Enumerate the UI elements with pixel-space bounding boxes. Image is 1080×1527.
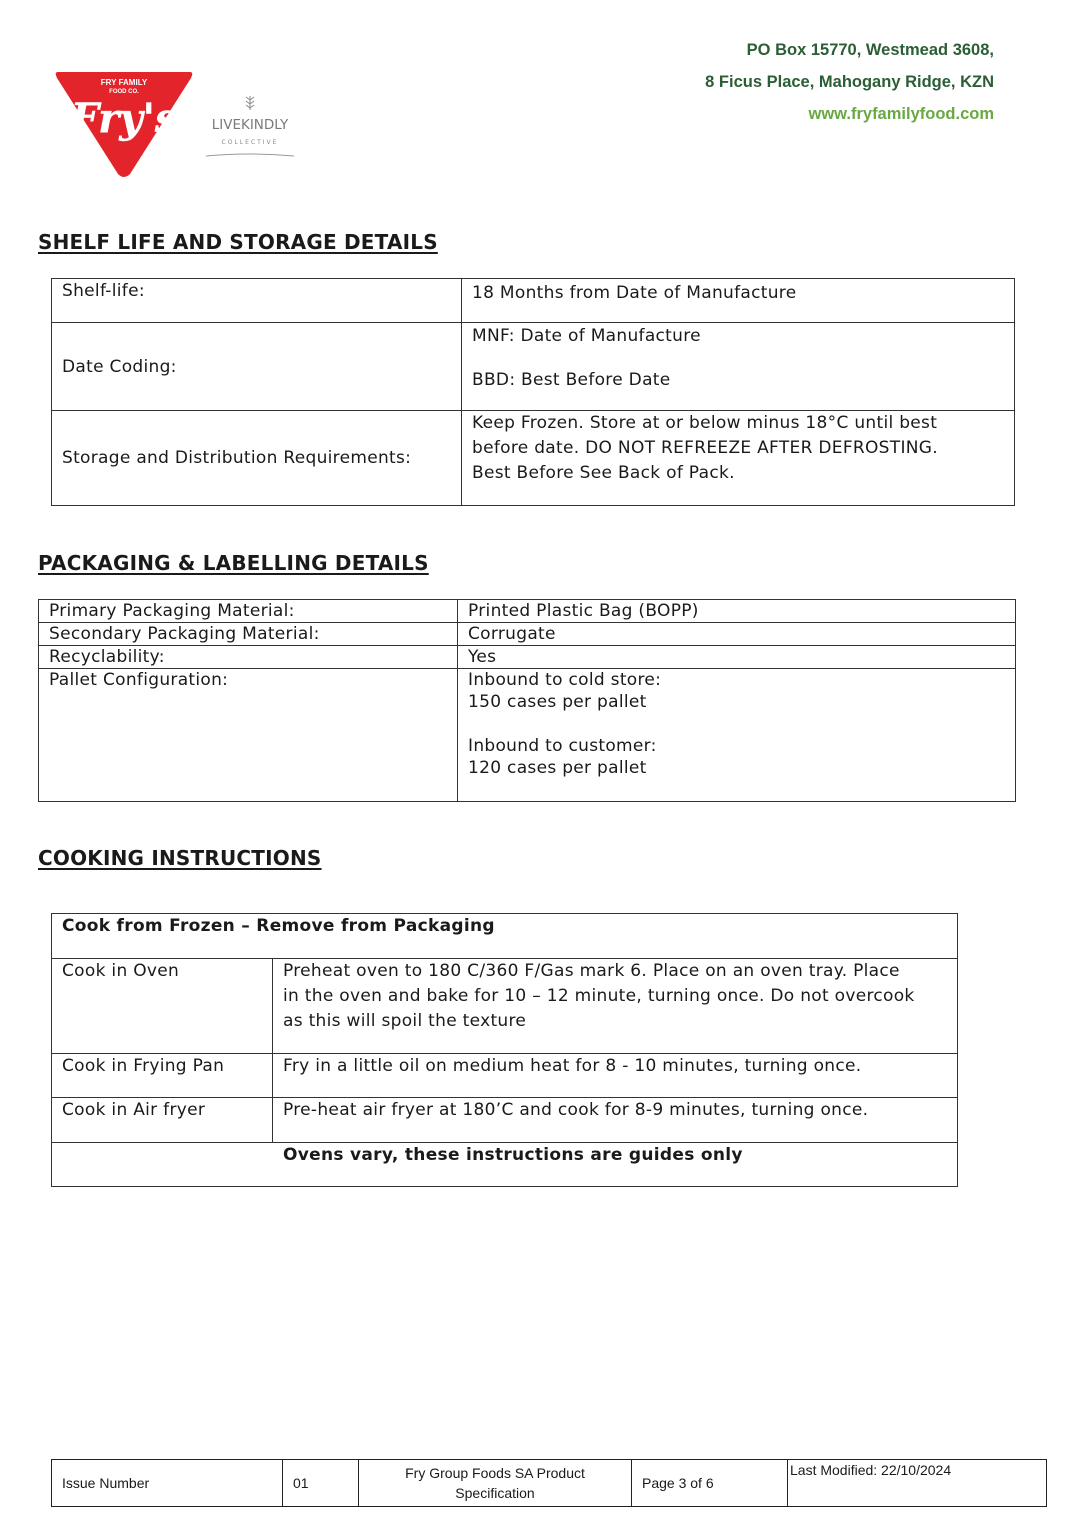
issue-number-value: 01 [283, 1460, 359, 1507]
address-line-1: PO Box 15770, Westmead 3608, [746, 41, 994, 59]
cook-instructions-pan [273, 1054, 958, 1098]
cook-method-pan: Cook in Frying Pan [52, 1054, 273, 1098]
cooking-title: COOKING INSTRUCTIONS [38, 846, 322, 870]
cooking-heading: Cook from Frozen – Remove from Packaging [52, 914, 958, 959]
pallet-config-spacer [468, 713, 1005, 735]
svg-text:FRY FAMILY: FRY FAMILY [100, 78, 148, 87]
document-name-line: Fry Group Foods SA Product [405, 1465, 585, 1481]
date-coding-line: BBD: Best Before Date [472, 370, 671, 390]
company-address [705, 36, 994, 132]
pallet-config-line: 150 cases per pallet [468, 692, 647, 712]
storage-line: before date. DO NOT REFREEZE AFTER DEFROSTING. [472, 438, 938, 458]
table-row [52, 1054, 958, 1098]
packaging-table [38, 599, 1016, 802]
table-row [52, 1098, 958, 1143]
date-coding-value [462, 323, 1015, 411]
cook-method-airfryer: Cook in Air fryer [52, 1098, 273, 1143]
issue-number-label: Issue Number [52, 1460, 283, 1507]
secondary-packaging-value: Corrugate [458, 623, 1016, 646]
pallet-config-value [458, 669, 1016, 802]
website-link[interactable]: www.fryfamilyfood.com [808, 105, 994, 123]
cooking-table [51, 913, 958, 1187]
page-number: Page 3 of 6 [632, 1460, 788, 1507]
shelf-life-value [462, 279, 1015, 323]
instruction-line: in the oven and bake for 10 – 12 minute, turning once. Do not overcook [283, 986, 915, 1006]
date-coding-label: Date Coding: [52, 323, 462, 411]
shelf-life-table [51, 278, 1015, 506]
document-name-line: Specification [455, 1485, 535, 1501]
storage-line: Best Before See Back of Pack. [472, 463, 735, 483]
livekindly-logo [204, 94, 296, 164]
footer-table [51, 1459, 1047, 1507]
last-modified: Last Modified: 22/10/2024 [788, 1460, 1047, 1507]
secondary-packaging-label: Secondary Packaging Material: [39, 623, 458, 646]
instruction-line: Fry in a little oil on medium heat for 8 - 10 minutes, turning once. [283, 1056, 862, 1076]
table-row [52, 1460, 1047, 1507]
cook-instructions-oven [273, 959, 958, 1054]
svg-text:FOOD CO.: FOOD CO. [109, 89, 139, 95]
cooking-note: Ovens vary, these instructions are guides only [52, 1143, 958, 1187]
table-row [39, 600, 1016, 623]
pallet-config-line: Inbound to cold store: [468, 670, 662, 690]
svg-text:Fry's: Fry's [70, 95, 178, 142]
storage-value [462, 411, 1015, 506]
table-row [39, 623, 1016, 646]
table-row [39, 669, 1016, 802]
shelf-life-label: Shelf-life: [52, 279, 462, 323]
packaging-title: PACKAGING & LABELLING DETAILS [38, 551, 429, 575]
instruction-line: as this will spoil the texture [283, 1011, 527, 1031]
date-coding-line: MNF: Date of Manufacture [472, 326, 701, 346]
instruction-line: Pre-heat air fryer at 180’C and cook for 8-9 minutes, turning once. [283, 1100, 869, 1120]
primary-packaging-label: Primary Packaging Material: [39, 600, 458, 623]
recyclability-label: Recyclability: [39, 646, 458, 669]
shelf-life-title: SHELF LIFE AND STORAGE DETAILS [38, 230, 438, 254]
cook-method-oven: Cook in Oven [52, 959, 273, 1054]
table-row [52, 323, 1015, 411]
table-row [39, 646, 1016, 669]
storage-label: Storage and Distribution Requirements: [52, 411, 462, 506]
storage-line: Keep Frozen. Store at or below minus 18°C until best [472, 413, 938, 433]
table-row [52, 959, 958, 1054]
recyclability-value: Yes [458, 646, 1016, 669]
table-row [52, 914, 958, 959]
table-row [52, 411, 1015, 506]
primary-packaging-value: Printed Plastic Bag (BOPP) [458, 600, 1016, 623]
table-row [52, 1143, 958, 1187]
shelf-life-value-line: 18 Months from Date of Manufacture [472, 283, 797, 303]
pallet-config-line: 120 cases per pallet [468, 758, 647, 778]
table-row [52, 279, 1015, 323]
svg-text:COLLECTIVE: COLLECTIVE [221, 139, 279, 146]
document-name [359, 1460, 632, 1507]
pallet-config-line: Inbound to customer: [468, 736, 657, 756]
instruction-line: Preheat oven to 180 C/360 F/Gas mark 6. Place on an oven tray. Place [283, 961, 900, 981]
frys-logo [54, 66, 194, 178]
cook-instructions-airfryer [273, 1098, 958, 1143]
svg-text:LIVEKINDLY: LIVEKINDLY [211, 117, 289, 133]
address-line-2: 8 Ficus Place, Mahogany Ridge, KZN [705, 73, 994, 91]
pallet-config-label: Pallet Configuration: [39, 669, 458, 802]
